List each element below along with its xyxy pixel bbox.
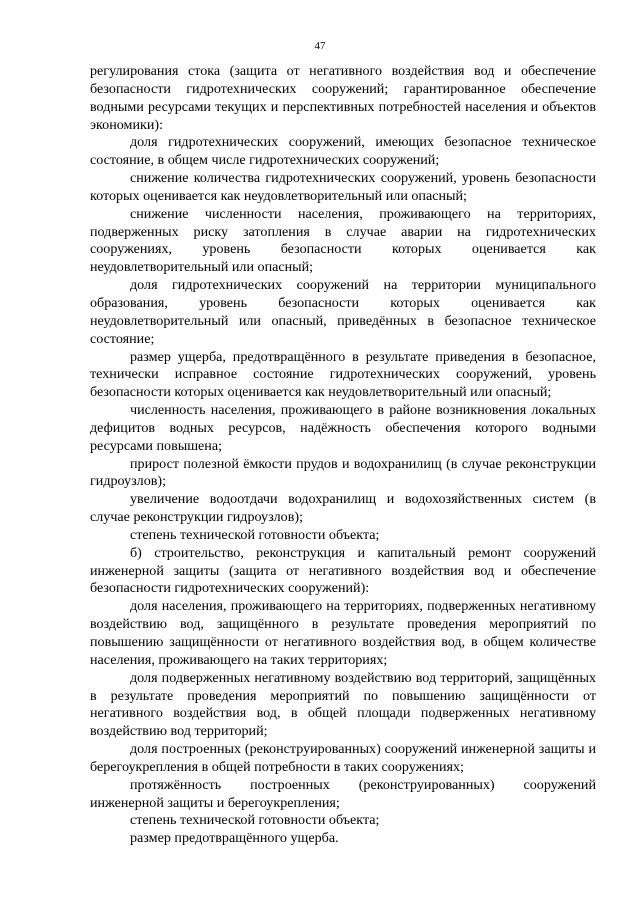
paragraph: численность населения, проживающего в районе возникновения локальных дефицитов водных ресурсов, надёжность обеспечения которого водными ресурсами повышена; [90,402,596,454]
paragraph: доля построенных (реконструированных) сооружений инженерной защиты и берегоукрепления в общей потребности в таких сооружениях; [90,741,596,775]
page-number: 47 [314,40,326,52]
paragraph: размер предотвращённого ущерба. [130,830,339,847]
paragraph: доля подверженных негативному воздействию вод территорий, защищённых в результате проведения мероприятий по повышению защищённости от негативного воздействия вод, в общей площади подверженных негативному воздействию вод территорий; [90,669,596,740]
paragraph: протяжённость построенных (реконструированных) сооружений инженерной защиты и берегоукрепления; [90,776,596,811]
paragraph: размер ущерба, предотвращённого в результате приведения в безопасное, технически исправное состояние гидротехнических сооружений, уровень безопасности которых оценивается как неудовлетворительный или опасный; [90,348,596,401]
paragraph: увеличение водоотдачи водохранилищ и водохозяйственных систем (в случае реконструкции гидроузлов); [90,491,596,526]
paragraph: снижение численности населения, проживающего на территориях, подверженных риску затопления в случае аварии на гидротехнических сооружениях, уровень безопасности которых оценивается как неудовлетворительный или опасный; [90,205,596,276]
paragraph: степень технической готовности объекта; [130,812,380,829]
paragraph: степень технической готовности объекта; [130,526,380,543]
paragraph: снижение количества гидротехнических сооружений, уровень безопасности которых оценивается как неудовлетворительный или опасный; [90,170,596,204]
document-body [90,63,596,848]
paragraph: доля гидротехнических сооружений на территории муниципального образования, уровень безопасности которых оценивается как неудовлетворительный или опасный, приведённых в безопасное техническое состояние; [90,277,596,347]
section-heading-paragraph: б) строительство, реконструкция и капитальный ремонт сооружений инженерной защиты (защита от негативного воздействия вод и обеспечение безопасности гидротехнических сооружений): [90,544,596,597]
paragraph: доля населения, проживающего на территориях, подверженных негативному воздействию вод, защищённого в результате проведения мероприятий по повышению защищённости от негативного воздействия вод, в общем количестве населения, проживающего на таких территориях; [90,598,596,668]
paragraph: прирост полезной ёмкости прудов и водохранилищ (в случае реконструкции гидроузлов); [90,455,596,490]
paragraph: доля гидротехнических сооружений, имеющих безопасное техническое состояние, в общем числе гидротехнических сооружений; [90,134,596,169]
paragraph: регулирования стока (защита от негативного воздействия вод и обеспечение безопасности гидротехнических сооружений; гарантированное обеспечение водными ресурсами текущих и перспективных потребностей населения и объектов экономики): [90,63,596,133]
